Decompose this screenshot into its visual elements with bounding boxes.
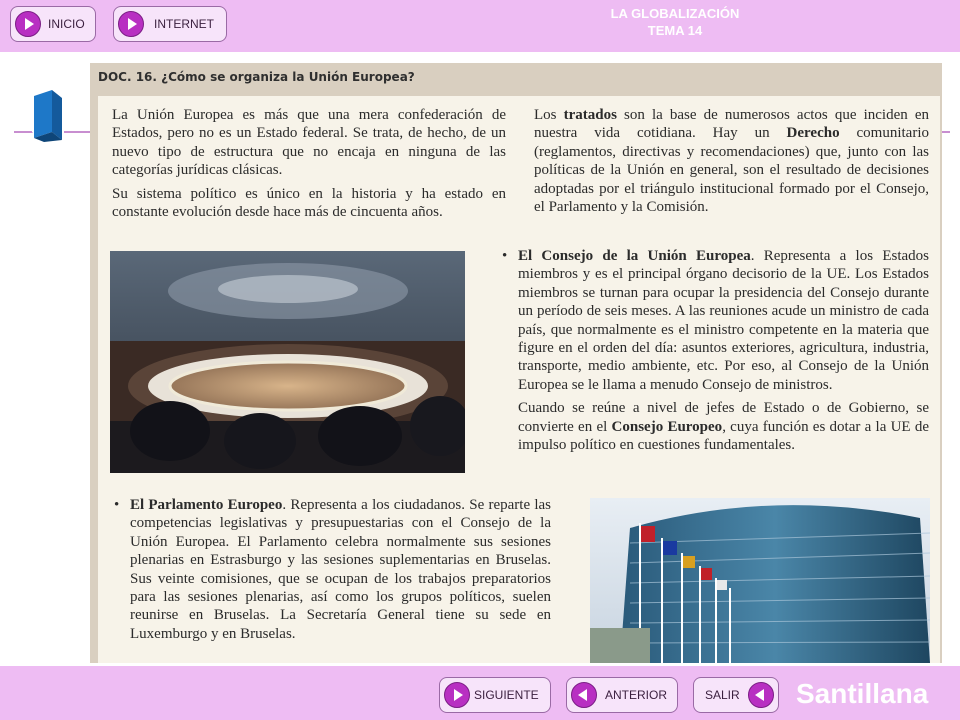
parlamento-heading: El Parlamento Europeo [130,497,283,513]
tratados-text-a: Los [534,107,564,123]
internet-button[interactable] [113,6,227,42]
play-icon [444,682,470,708]
tratados-keyword: tratados [563,107,617,123]
parlamento-text: . Representa a los ciudadanos. Se reparte las competencias legislativas y presupuestarias con el Consejo de la Unión Europea. El Parlamento celebra normalmente sus sesiones plenarias en Estrasburgo y las sesiones suplementarias en Bruselas. Sus veinte comisiones, que se ocupan de los trabajos preparatorios para las sesiones plenarias, así como los grupos políticos, suelen reunirse en Bruselas. La Secretaría General tiene su sede en Luxemburgo y en Bruselas. [130,497,551,642]
intro-paragraph-2: Su sistema político es único en la historia y ha estado en constante evolución desde hace más de cincuenta años. [112,185,506,221]
brand-logo: Santillana [796,678,929,709]
title-line-2: TEMA 14 [647,23,703,38]
consejo-bullet-item [500,247,929,454]
parlamento-bullet-item [112,496,551,643]
anterior-label: ANTERIOR [605,688,668,702]
derecho-keyword: Derecho [786,125,840,142]
parliament-building-photo [590,498,930,663]
salir-button[interactable] [693,677,779,713]
doc-title: DOC. 16. ¿Cómo se organiza la Unión Europea? [98,70,415,84]
tratados-text-c: comunitario (reglamentos, directivas y recomendaciones) que, junto con las políticas de la Unión en general, son el resultado de decisiones adoptadas por el triángulo institucional formado por el Consejo, el Parlamento y la Comisión. [534,125,929,216]
inicio-button[interactable] [10,6,96,42]
parlamento-section [112,496,551,648]
council-meeting-photo [110,251,465,473]
exit-icon [748,682,774,708]
inicio-label: INICIO [48,17,85,31]
book-icon [28,84,68,144]
cumbre-text-a: Cuando se reúne a nivel de jefes de Estado o de Gobierno, se convierte en el [518,400,929,435]
play-icon [15,11,41,37]
intro-paragraph-1: La Unión Europea es más que una mera confederación de Estados, pero no es un Estado federal. Se trata, de hecho, de un nuevo tipo de estructura que no encaja en ninguna de las categorías jurídicas clásicas. [112,107,506,179]
title-line-1: LA GLOBALIZACIÓN [610,6,740,21]
siguiente-button[interactable] [439,677,551,713]
consejo-europeo-keyword: Consejo Europeo [611,418,723,435]
play-icon [118,11,144,37]
consejo-heading: El Consejo de la Unión Europea [518,248,751,264]
salir-label: SALIR [705,688,740,702]
cumbre-text-b: , cuya función es dotar a la UE de impulso político en cuestiones fundamentales. [518,418,929,454]
siguiente-label: SIGUIENTE [474,688,539,702]
back-icon [571,682,597,708]
consejo-section [500,247,929,459]
anterior-button[interactable] [566,677,678,713]
tratados-text-b: son la base de numerosos actos que inciden en nuestra vida cotidiana. Hay un [534,107,929,142]
bullet-icon: • [502,248,508,264]
consejo-text: . Representa a los Estados miembros y es el principal órgano decisorio de la UE. Los Estados miembros se turnan para ocupar la presidencia del Consejo durante un período de seis meses. A las reuniones acude un ministro de cada país, que normalmente es el ministro competente en la materia que figure en el orden del día: asuntos exteriores, agricultura, industria, transporte, medio ambiente, etc. Por eso, al Consejo de la Unión Europea se le llama a menudo Consejo de ministros. [518,248,929,393]
tratados-paragraph [534,106,929,221]
internet-label: INTERNET [154,17,214,31]
page-title [570,5,780,39]
bullet-icon: • [114,497,120,513]
intro-text [112,106,506,226]
